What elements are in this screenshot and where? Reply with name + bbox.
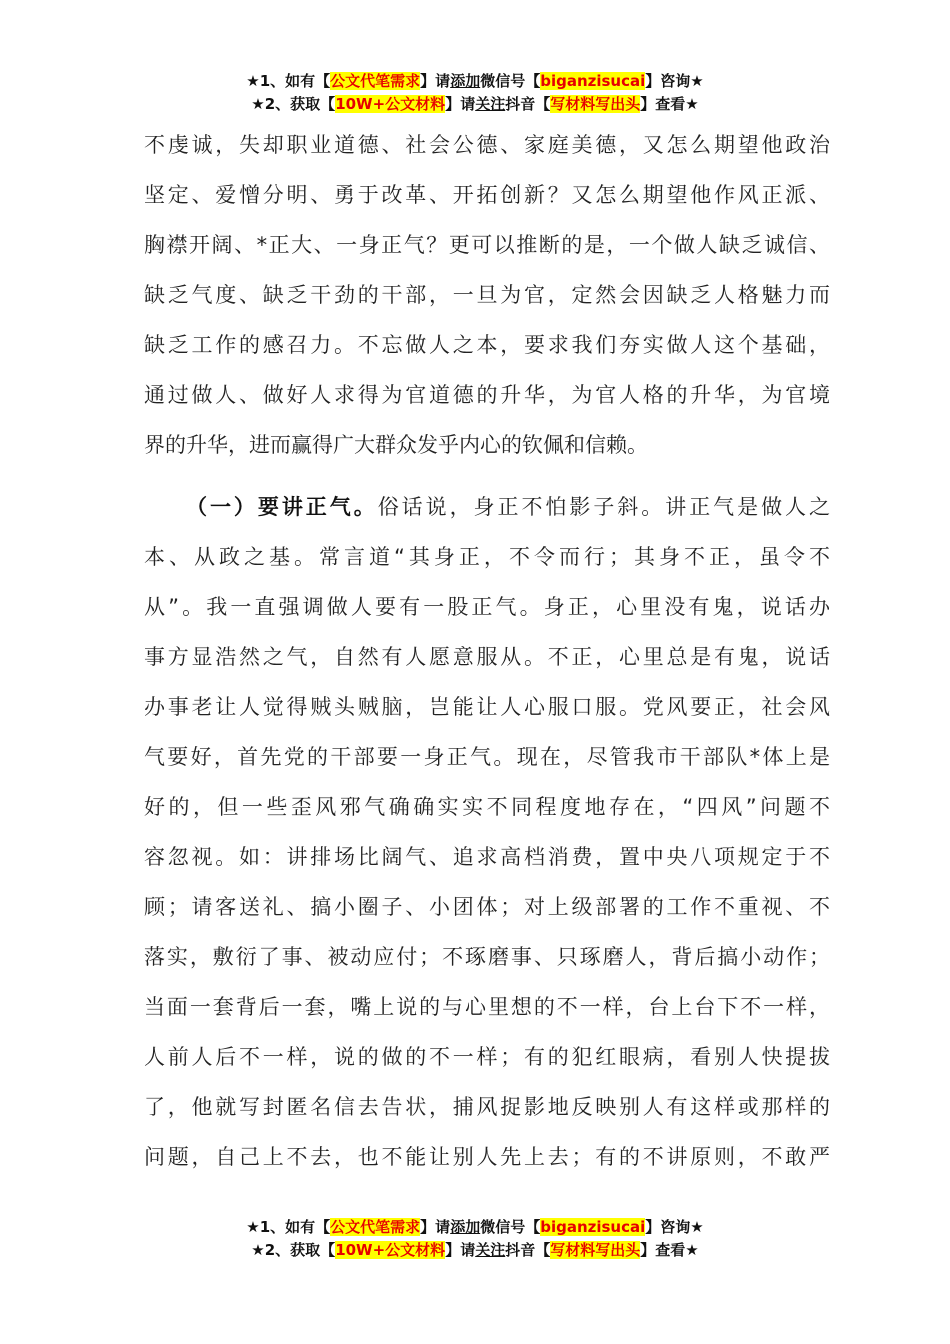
paragraph-line: 从”。我一直强调做人要有一股正气。身正，心里没有鬼，说话办 (144, 595, 830, 619)
highlight-service: 公文代笔需求 (330, 1218, 421, 1236)
section-heading: （一）要讲正气。 (186, 495, 378, 519)
paragraph-line: 事方显浩然之气，自然有人愿意服从。不正，心里总是有鬼，说话 (144, 645, 830, 669)
highlight-douyin-account: 写材料写出头 (550, 1241, 641, 1259)
paragraph-line: 落实，敷衍了事、被动应付；不琢磨事、只琢磨人，背后搞小动作； (144, 945, 830, 969)
highlight-materials: 10W+公文材料 (335, 1241, 446, 1259)
paragraph-line: 缺乏气度、缺乏干劲的干部，一旦为官，定然会因缺乏人格魅力而 (144, 283, 830, 307)
paragraph-line: 缺乏工作的感召力。不忘做人之本，要求我们夯实做人这个基础， (144, 333, 830, 357)
paragraph-line: 通过做人、做好人求得为官道德的升华，为官人格的升华，为官境 (144, 383, 830, 407)
paragraph-line: 不虔诚，失却职业道德、社会公德、家庭美德，又怎么期望他政治 (144, 133, 830, 157)
banner-line-1: ★1、如有【公文代笔需求】请添加微信号【biganzisucai】咨询★ (246, 72, 704, 90)
paragraph-line: 好的，但一些歪风邪气确确实实不同程度地存在，“四风”问题不 (144, 795, 830, 819)
paragraph-first-line: （一）要讲正气。俗话说，身正不怕影子斜。讲正气是做人之 (186, 495, 831, 519)
paragraph-line: 当面一套背后一套，嘴上说的与心里想的不一样，台上台下不一样， (144, 995, 830, 1019)
highlight-service: 公文代笔需求 (330, 72, 421, 90)
paragraph-line: 了，他就写封匿名信去告状，捕风捉影地反映别人有这样或那样的 (144, 1095, 830, 1119)
paragraph-line: 本、从政之基。常言道“其身正，不令而行；其身不正，虽令不 (144, 545, 830, 569)
paragraph-1 (144, 125, 830, 475)
paragraph-line: 气要好，首先党的干部要一身正气。现在，尽管我市干部队*体上是 (144, 745, 830, 769)
highlight-materials: 10W+公文材料 (335, 95, 446, 113)
paragraph-2 (144, 487, 830, 1187)
highlight-wechat-id: biganzisucai (540, 1218, 646, 1236)
paragraph-line: 胸襟开阔、*正大、一身正气？更可以推断的是，一个做人缺乏诚信、 (144, 233, 830, 257)
banner-line-1: ★1、如有【公文代笔需求】请添加微信号【biganzisucai】咨询★ (246, 1218, 704, 1236)
header-banner (0, 70, 950, 116)
highlight-wechat-id: biganzisucai (540, 72, 646, 90)
banner-line-2: ★2、获取【10W+公文材料】请关注抖音【写材料写出头】查看★ (251, 95, 699, 113)
paragraph-line: 顾；请客送礼、搞小圈子、小团体；对上级部署的工作不重视、不 (144, 895, 830, 919)
paragraph-line: 人前人后不一样，说的做的不一样；有的犯红眼病，看别人快提拔 (144, 1045, 830, 1069)
paragraph-line: 坚定、爱憎分明、勇于改革、开拓创新？又怎么期望他作风正派、 (144, 183, 830, 207)
banner-line-2: ★2、获取【10W+公文材料】请关注抖音【写材料写出头】查看★ (251, 1241, 699, 1259)
footer-banner (0, 1216, 950, 1262)
paragraph-line: 办事老让人觉得贼头贼脑，岂能让人心服口服。党风要正，社会风 (144, 695, 830, 719)
paragraph-line: 容忽视。如：讲排场比阔气、追求高档消费，置中央八项规定于不 (144, 845, 830, 869)
paragraph-line: 界的升华，进而赢得广大群众发乎内心的钦佩和信赖。 (144, 433, 648, 457)
paragraph-line: 问题，自己上不去，也不能让别人先上去；有的不讲原则，不敢严 (144, 1145, 830, 1169)
highlight-douyin-account: 写材料写出头 (550, 95, 641, 113)
